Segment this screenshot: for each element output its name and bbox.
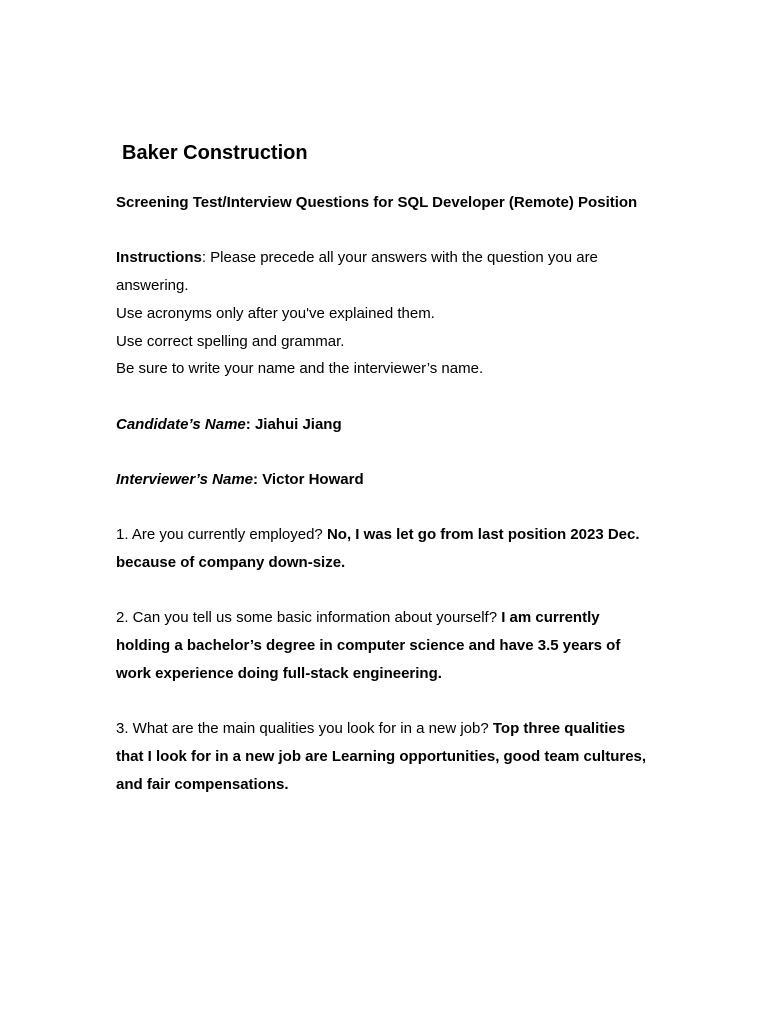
document-title: Screening Test/Interview Questions for SQL Developer (Remote) Position: [116, 194, 638, 211]
question-item: [116, 715, 656, 798]
instruction-line: Use acronyms only after you've explained them.: [116, 304, 435, 322]
spacer: [116, 217, 656, 245]
instructions-label: Instructions: [116, 249, 202, 267]
interviewer-name-value: : Victor Howard: [253, 470, 364, 488]
answer-text: Top three qualities that I look for in a new job are Learning opportunities, good team cultures, and fair compensations.: [116, 720, 647, 793]
instruction-line: Be sure to write your name and the interviewer’s name.: [116, 360, 484, 378]
question-text: 3. What are the main qualities you look for in a new job?: [116, 720, 493, 738]
answer-text: I am currently holding a bachelor’s degree in computer science and have 3.5 years of work experience doing full-stack engineering.: [116, 609, 621, 682]
spacer: [116, 383, 656, 411]
candidate-name-label: Candidate’s Name: [116, 415, 246, 433]
instructions-paragraph: [116, 244, 656, 299]
question-text: 1. Are you currently employed?: [116, 526, 327, 544]
spacer: [116, 438, 656, 466]
question-text: 2. Can you tell us some basic information about yourself?: [116, 609, 502, 627]
spacer: [116, 494, 656, 522]
spacer: [116, 688, 656, 716]
question-item: [116, 604, 656, 687]
instructions-text: : Please precede all your answers with the question you are answering.: [116, 249, 598, 295]
question-item: [116, 521, 656, 576]
candidate-name-value: : Jiahui Jiang: [245, 415, 342, 433]
interviewer-name-line: [116, 466, 656, 494]
interviewer-name-label: Interviewer’s Name: [116, 470, 254, 488]
spacer: [116, 577, 656, 605]
company-name: Baker Construction: [122, 142, 308, 164]
candidate-name-line: [116, 411, 656, 439]
document-body: [116, 189, 656, 798]
instruction-line: Use correct spelling and grammar.: [116, 332, 345, 350]
answer-text: No, I was let go from last position 2023 Dec. because of company down-size.: [116, 526, 640, 572]
